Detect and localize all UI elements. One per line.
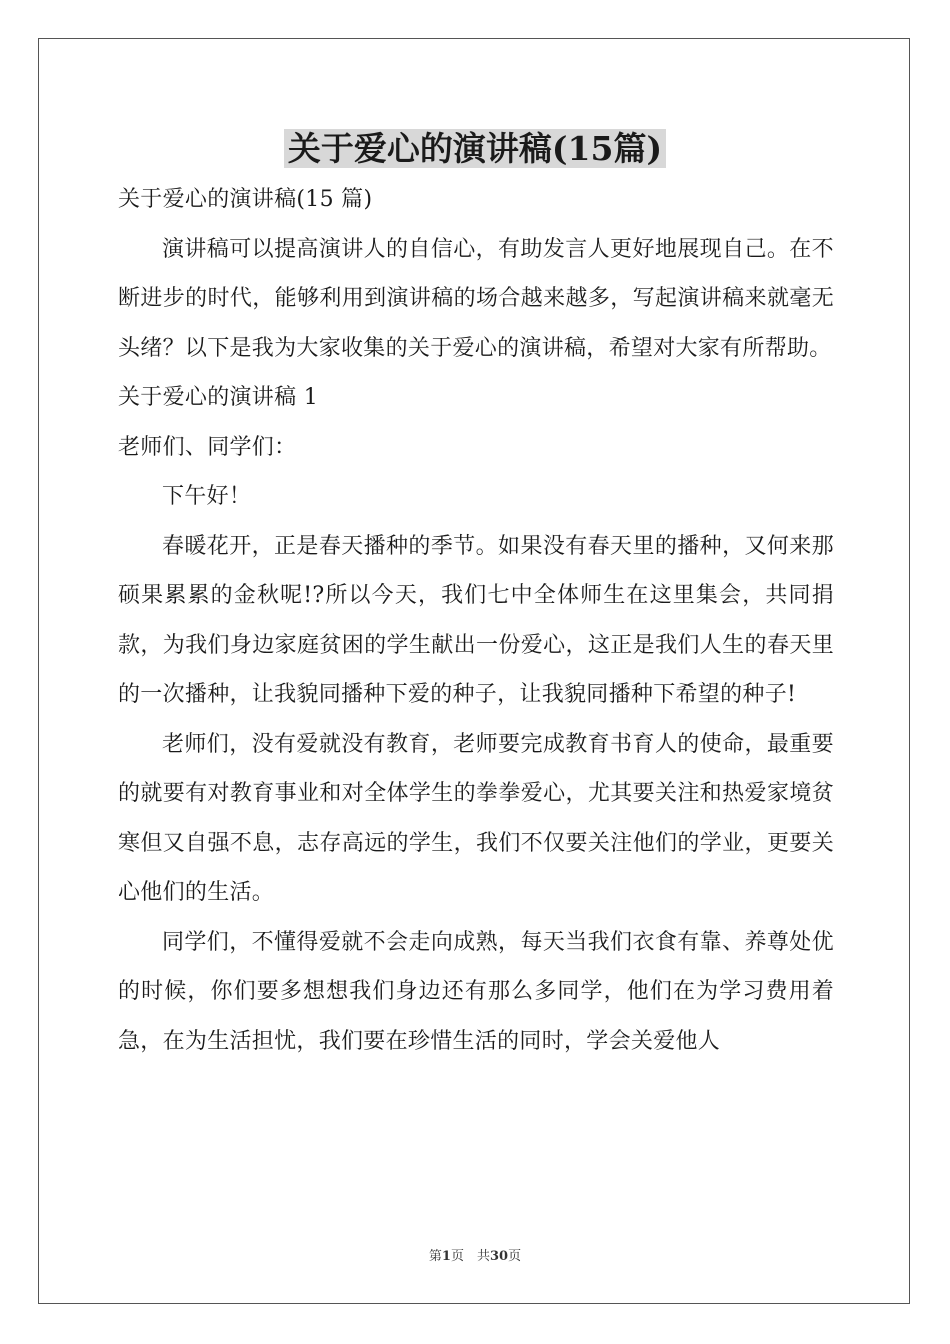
greeting: 下午好！ [162, 484, 252, 509]
body-paragraph: 同学们，不懂得爱就不会走向成熟，每天当我们衣食有靠、养尊处优的时候，你们要多想想我们身边还有那么多同学，他们在为学习费用着急，在为生活担忧，我们要在珍惜生活的同时，学会关爱他人 [118, 929, 834, 1054]
salutation: 老师们、同学们： [118, 434, 297, 460]
current-page-number: 1 [441, 1249, 451, 1264]
document-subtitle: 关于爱心的演讲稿(15 篇) [118, 187, 373, 212]
body-paragraph: 老师们，没有爱就没有教育，老师要完成教育书育人的使命，最重要的就要有对教育事业和对全体学生的拳拳爱心，尤其要关注和热爱家境贫寒但又自强不息，志存高远的学生，我们不仅要关注他们的学业，更要关心他们的生活。 [118, 731, 834, 905]
page-footer [0, 1247, 950, 1267]
document-title-text: 关于爱心的演讲稿(15篇) [284, 129, 666, 168]
document-body [118, 175, 834, 1066]
total-page-number: 30 [489, 1249, 509, 1264]
page-suffix: 页 [508, 1249, 522, 1264]
page-middle: 页 共 [450, 1249, 490, 1264]
document-title [0, 124, 950, 174]
body-paragraph: 春暖花开，正是春天播种的季节。如果没有春天里的播种，又何来那硕果累累的金秋呢!?所以今天，我们七中全体师生在这里集会，共同捐款，为我们身边家庭贫困的学生献出一份爱心，这正是我们人生的春天里的一次播种，让我貌同播种下爱的种子，让我貌同播种下希望的种子! [118, 533, 834, 707]
section-heading: 关于爱心的演讲稿 1 [118, 385, 318, 410]
intro-paragraph: 演讲稿可以提高演讲人的自信心，有助发言人更好地展现自己。在不断进步的时代，能够利用到演讲稿的场合越来越多，写起演讲稿来就毫无头绪？以下是我为大家收集的关于爱心的演讲稿，希望对大家有所帮助。 [118, 236, 834, 361]
page-prefix: 第 [428, 1249, 442, 1264]
